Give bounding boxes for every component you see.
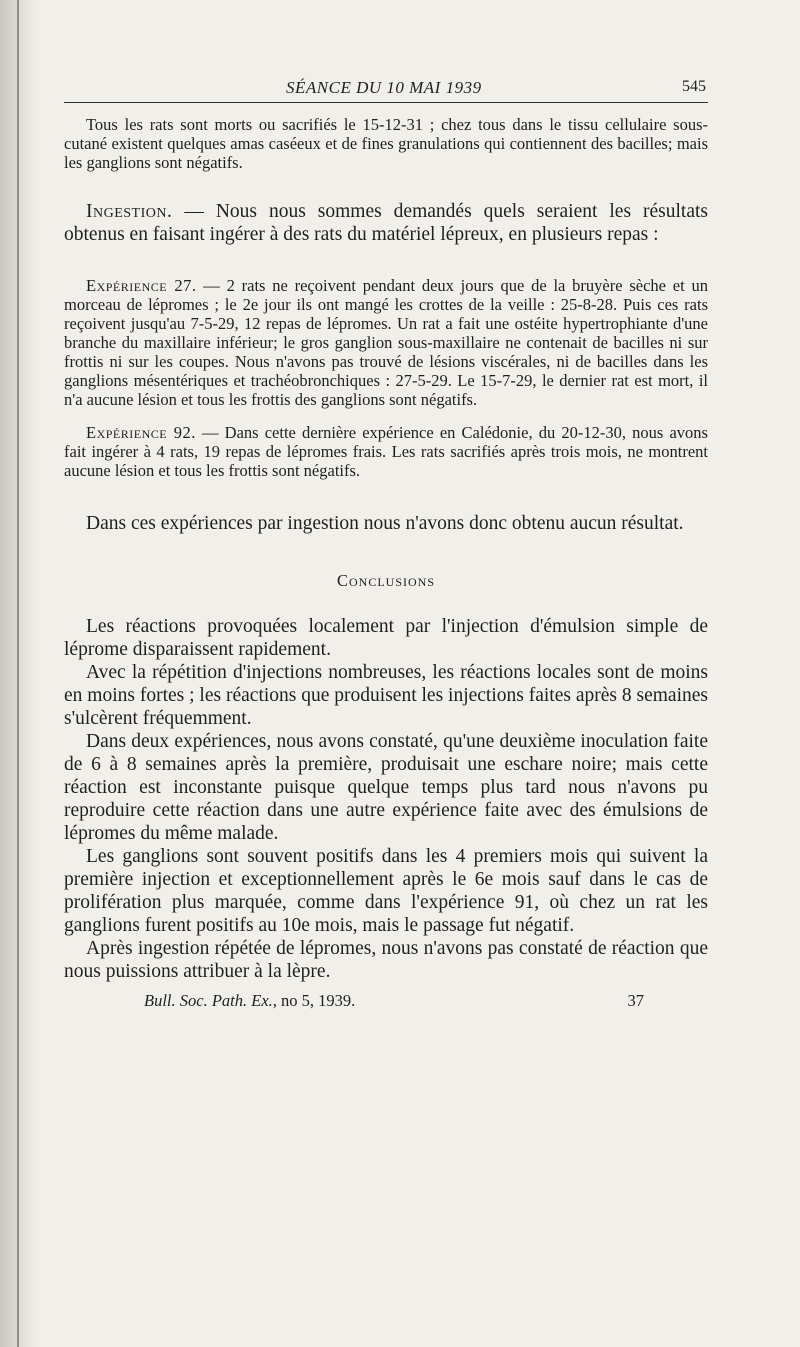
- conclusion-4: Les ganglions sont souvent positifs dans les 4 premiers mois qui suivent la première injection et exceptionnellement après le 6e mois sauf dans le cas de prolifération plus marquée, comme dans l'expérience 91, où chez un rat les ganglions furent positifs au 10e mois, mais le passage fut négatif.: [64, 846, 708, 936]
- citation-journal: Bull. Soc. Path. Ex.: [144, 991, 273, 1010]
- citation-rest: , no 5, 1939.: [272, 991, 356, 1010]
- page-number: 545: [682, 78, 706, 95]
- paragraph-rats-results: Tous les rats sont morts ou sacrifiés le 15-12-31 ; chez tous dans le tissu cellulaire sous-cutané existent quelques amas caséeux et de fines granulations qui contiennent des bacilles; mais les ganglions sont négatifs.: [64, 115, 708, 172]
- footer-citation: [144, 991, 355, 1011]
- ingestion-label: Ingestion.: [86, 201, 173, 222]
- conclusion-2: Avec la répétition d'injections nombreuses, les réactions locales sont de moins en moins fortes ; les réactions que produisent les injections faites après 8 semaines s'ulcèrent fréquemment.: [64, 662, 708, 729]
- paragraph-ingestion-summary: Dans ces expériences par ingestion nous n'avons donc obtenu aucun résultat.: [86, 513, 684, 534]
- page-footer: [64, 989, 708, 1015]
- conclusion-5: Après ingestion répétée de lépromes, nous n'avons pas constaté de réaction que nous puissions attribuer à la lèpre.: [64, 938, 708, 982]
- paragraph-experience-27: [64, 276, 708, 409]
- signature-mark: 37: [627, 991, 644, 1010]
- ingestion-text: — Nous nous sommes demandés quels seraient les résultats obtenus en faisant ingérer à des rats du matériel lépreux, en plusieurs repas :: [64, 201, 708, 245]
- running-head: [64, 70, 708, 103]
- experience-27-label: Expérience 27.: [86, 276, 197, 295]
- document-page: [64, 70, 708, 1015]
- paragraph-experience-92: [64, 423, 708, 480]
- paragraph-ingestion: [64, 200, 708, 246]
- experience-92-label: Expérience 92.: [86, 423, 196, 442]
- conclusions-heading: Conclusions: [336, 571, 435, 590]
- binding-edge-line: [17, 0, 19, 1347]
- running-title: SÉANCE DU 10 MAI 1939: [286, 78, 482, 97]
- conclusion-1: Les réactions provoquées localement par l'injection d'émulsion simple de léprome disparaissent rapidement.: [64, 616, 708, 660]
- experience-92-text: — Dans cette dernière expérience en Calédonie, du 20-12-30, nous avons fait ingérer à 4 rats, 19 repas de lépromes frais. Les rats sacrifiés après trois mois, ne montrent aucune lésion et tous les frottis sont négatifs.: [64, 423, 708, 480]
- experience-27-text: — 2 rats ne reçoivent pendant deux jours que de la bruyère sèche et un morceau de lépromes ; le 2e jour ils ont mangé les crottes de la veille : 25-8-28. Puis ces rats reçoivent jusqu'au 7-5-29, 12 repas de lépromes. Un rat a fait une ostéite hypertrophiante d'une branche du maxillaire inférieur; le gros ganglion sous-maxillaire ne contenait de bacilles ni sur frottis ni sur les coupes. Nous n'avons pas trouvé de lésions viscérales, ni de bacilles dans les ganglions mésentériques et trachéobronchiques : 27-5-29. Le 15-7-29, le dernier rat est mort, il n'a aucune lésion et tous les frottis des ganglions sont négatifs.: [64, 276, 708, 409]
- conclusion-3: Dans deux expériences, nous avons constaté, qu'une deuxième inoculation faite de 6 à 8 semaines après la première, produisait une eschare noire; mais cette réaction est inconstante puisque quelque temps plus tard nous n'avons pu reproduire cette réaction dans une autre expérience faite avec des émulsions de lépromes du même malade.: [64, 731, 708, 844]
- page-binding-shadow: [0, 0, 40, 1347]
